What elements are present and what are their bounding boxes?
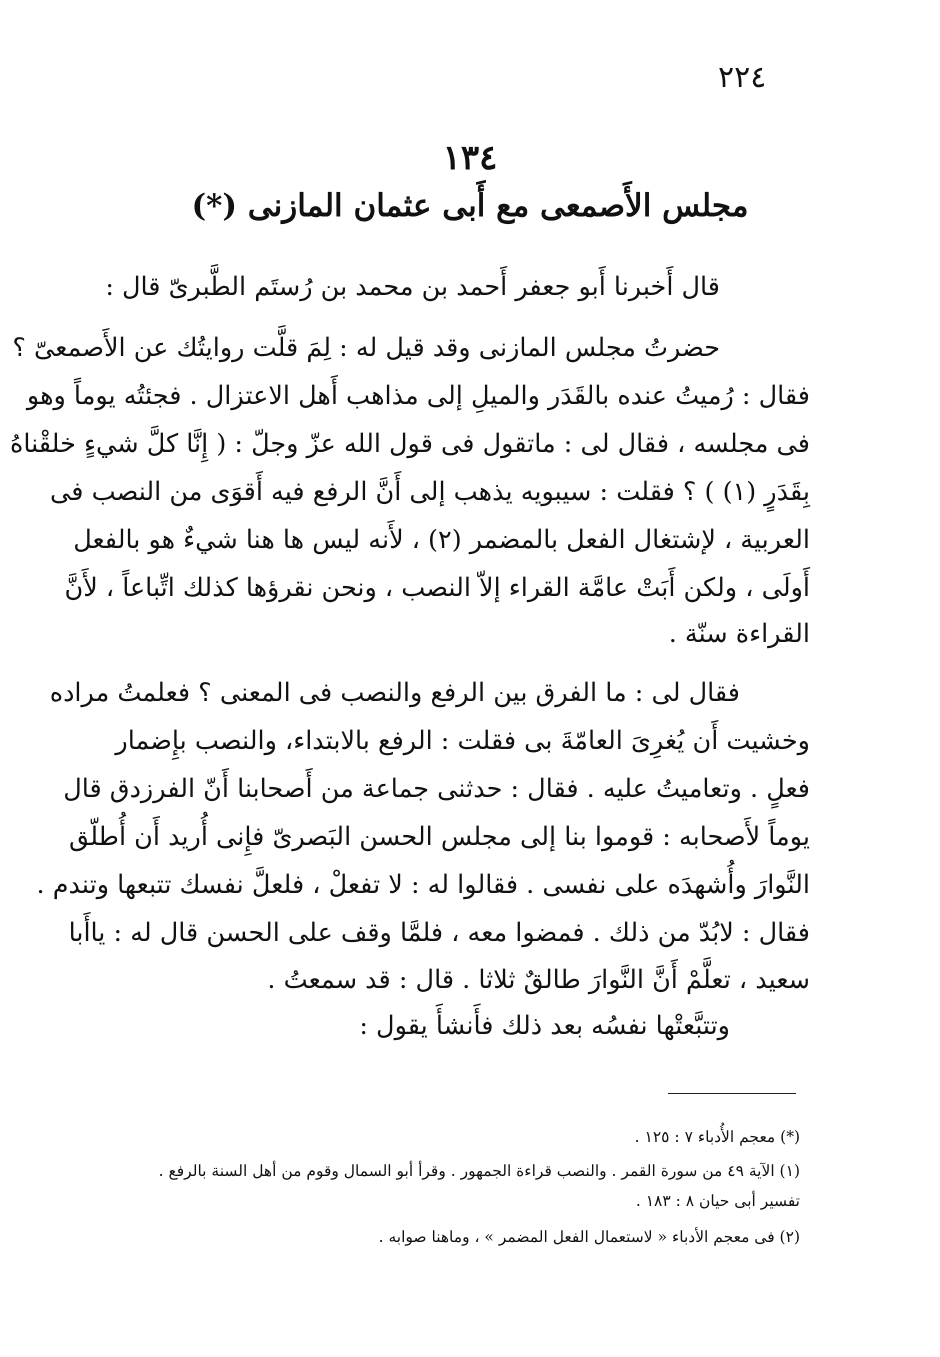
chapter-number: ١٣٤ [442, 138, 498, 178]
text-line: القراءة سنّة . [668, 619, 810, 649]
footnote-line: تفسير أبى حيان ٨ : ١٨٣ . [635, 1192, 800, 1210]
text-line: قال أَخبرنا أَبو جعفر أَحمد بن محمد بن رُستَم الطَّبرىّ قال : [105, 272, 720, 302]
text-line: سعيد ، تعلَّمْ أَنَّ النَّوارَ طالقٌ ثلاثا . قال : قد سمعتُ . [267, 965, 810, 995]
footnote-line: (١) الآية ٤٩ من سورة القمر . والنصب قراءة الجمهور . وقرأ أبو السمال وقوم من أهل السنة بالرفع . [158, 1162, 800, 1180]
text-line: أَولَى ، ولكن أَبَتْ عامَّة القراء إلاّ النصب ، ونحن نقرؤها كذلك اتِّباعاً ، لأَنَّ [64, 573, 810, 603]
text-line: بِقَدَرٍ (١) ) ؟ فقلت : سيبويه يذهب إلى أَنَّ الرفع فيه أَقوَى من النصب فى [50, 477, 810, 507]
footnote-line: (٢) فى معجم الأدباء « لاستعمال الفعل المضمر » ، وماهنا صوابه . [378, 1228, 800, 1246]
chapter-title: مجلس الأَصمعى مع أَبى عثمان المازنى (*) [191, 188, 749, 224]
footnote-separator [668, 1093, 796, 1094]
text-line: العربية ، لإشتغال الفعل بالمضمر (٢) ، لأَنه ليس ها هنا شيءٌ هو بالفعل [73, 525, 810, 555]
footnote-line: (*) معجم الأُدباء ٧ : ١٢٥ . [634, 1128, 800, 1146]
text-line: فى مجلسه ، فقال لى : ماتقول فى قول الله عزّ وجلّ : ( إِنَّا كلَّ شيءٍ خلقْناهُ [9, 429, 810, 459]
text-line: فقال : رُميتُ عنده بالقَدَر والميلِ إلى مذاهب أَهل الاعتزال . فجئتُه يوماً وهو [26, 381, 810, 411]
text-line: فعلٍ . وتعاميتُ عليه . فقال : حدثنى جماعة من أَصحابنا أَنّ الفرزدق قال [63, 774, 810, 804]
page-number: ٢٢٤ [718, 60, 767, 95]
text-line: النَّوارَ وأُشهدَه على نفسى . فقالوا له : لا تفعلْ ، فلعلَّ نفسك تتبعها وتندم . [36, 870, 810, 900]
text-line: فقال : لابُدّ من ذلك . فمضوا معه ، فلمَّا وقف على الحسن قال له : ياأَبا [68, 918, 810, 948]
text-line: وخشيت أَن يُغرِىَ العامّةَ بى فقلت : الرفع بالابتداء، والنصب بإِضمار [115, 726, 810, 756]
text-line: وتتبَّعتْها نفسُه بعد ذلك فأَنشأَ يقول : [359, 1011, 730, 1041]
text-line: حضرتُ مجلس المازنى وقد قيل له : لِمَ قلَّت روايتُك عن الأَصمعىّ ؟ [12, 333, 720, 363]
text-line: يوماً لأَصحابه : قوموا بنا إلى مجلس الحسن البَصرىّ فإِنى أُريد أَن أُطلّق [68, 822, 810, 852]
text-line: فقال لى : ما الفرق بين الرفع والنصب فى المعنى ؟ فعلمتُ مراده [49, 678, 740, 708]
